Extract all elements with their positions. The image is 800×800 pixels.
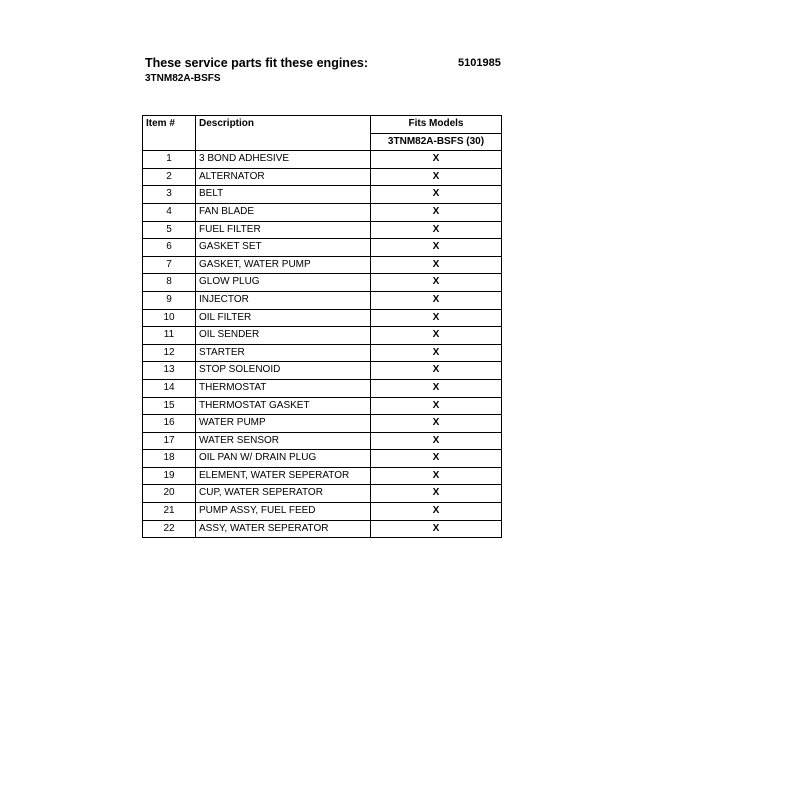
table-row	[143, 256, 502, 274]
table-row	[143, 362, 502, 380]
fits-model-mark: X	[371, 503, 502, 521]
page-title: These service parts fit these engines:	[145, 56, 369, 70]
document-number: 5101985	[458, 57, 501, 69]
part-description: OIL PAN W/ DRAIN PLUG	[196, 450, 371, 468]
fits-model-mark: X	[371, 362, 502, 380]
table-row	[143, 291, 502, 309]
table-row	[143, 485, 502, 503]
item-number: 12	[143, 344, 196, 362]
table-row	[143, 467, 502, 485]
item-number: 14	[143, 379, 196, 397]
table-row	[143, 221, 502, 239]
item-number: 21	[143, 503, 196, 521]
item-number: 17	[143, 432, 196, 450]
fits-model-mark: X	[371, 274, 502, 292]
item-number: 20	[143, 485, 196, 503]
fits-model-mark: X	[371, 203, 502, 221]
fits-model-mark: X	[371, 520, 502, 538]
part-description: ALTERNATOR	[196, 168, 371, 186]
table-row	[143, 344, 502, 362]
column-header-item: Item #	[143, 116, 196, 151]
fits-model-mark: X	[371, 309, 502, 327]
column-header-description: Description	[196, 116, 371, 151]
item-number: 13	[143, 362, 196, 380]
table-row	[143, 379, 502, 397]
parts-table-header	[143, 116, 502, 151]
item-number: 5	[143, 221, 196, 239]
part-description: STARTER	[196, 344, 371, 362]
fits-model-mark: X	[371, 151, 502, 169]
parts-table	[142, 115, 502, 538]
item-number: 1	[143, 151, 196, 169]
part-description: THERMOSTAT	[196, 379, 371, 397]
part-description: WATER SENSOR	[196, 432, 371, 450]
fits-model-mark: X	[371, 168, 502, 186]
table-row	[143, 239, 502, 257]
item-number: 15	[143, 397, 196, 415]
engine-model: 3TNM82A-BSFS	[145, 73, 221, 84]
item-number: 7	[143, 256, 196, 274]
table-row	[143, 151, 502, 169]
fits-model-mark: X	[371, 186, 502, 204]
part-description: STOP SOLENOID	[196, 362, 371, 380]
part-description: ASSY, WATER SEPERATOR	[196, 520, 371, 538]
fits-model-mark: X	[371, 485, 502, 503]
fits-model-mark: X	[371, 397, 502, 415]
item-number: 8	[143, 274, 196, 292]
column-header-model: 3TNM82A-BSFS (30)	[371, 133, 502, 151]
table-row	[143, 327, 502, 345]
fits-model-mark: X	[371, 291, 502, 309]
fits-model-mark: X	[371, 344, 502, 362]
item-number: 6	[143, 239, 196, 257]
item-number: 18	[143, 450, 196, 468]
part-description: FUEL FILTER	[196, 221, 371, 239]
part-description: FAN BLADE	[196, 203, 371, 221]
part-description: GASKET, WATER PUMP	[196, 256, 371, 274]
part-description: GLOW PLUG	[196, 274, 371, 292]
parts-table-body	[143, 151, 502, 538]
table-row	[143, 186, 502, 204]
column-header-fits-models: Fits Models	[371, 116, 502, 134]
fits-model-mark: X	[371, 221, 502, 239]
table-row	[143, 432, 502, 450]
part-description: GASKET SET	[196, 239, 371, 257]
table-row	[143, 309, 502, 327]
item-number: 3	[143, 186, 196, 204]
item-number: 16	[143, 415, 196, 433]
fits-model-mark: X	[371, 432, 502, 450]
item-number: 19	[143, 467, 196, 485]
part-description: CUP, WATER SEPERATOR	[196, 485, 371, 503]
part-description: OIL FILTER	[196, 309, 371, 327]
table-row	[143, 274, 502, 292]
part-description: 3 BOND ADHESIVE	[196, 151, 371, 169]
item-number: 10	[143, 309, 196, 327]
table-row	[143, 450, 502, 468]
item-number: 4	[143, 203, 196, 221]
table-row	[143, 503, 502, 521]
part-description: WATER PUMP	[196, 415, 371, 433]
item-number: 11	[143, 327, 196, 345]
part-description: BELT	[196, 186, 371, 204]
table-row	[143, 203, 502, 221]
part-description: PUMP ASSY, FUEL FEED	[196, 503, 371, 521]
part-description: THERMOSTAT GASKET	[196, 397, 371, 415]
part-description: INJECTOR	[196, 291, 371, 309]
table-row	[143, 397, 502, 415]
part-description: ELEMENT, WATER SEPERATOR	[196, 467, 371, 485]
fits-model-mark: X	[371, 327, 502, 345]
fits-model-mark: X	[371, 256, 502, 274]
item-number: 2	[143, 168, 196, 186]
fits-model-mark: X	[371, 379, 502, 397]
fits-model-mark: X	[371, 467, 502, 485]
fits-model-mark: X	[371, 239, 502, 257]
part-description: OIL SENDER	[196, 327, 371, 345]
item-number: 9	[143, 291, 196, 309]
fits-model-mark: X	[371, 450, 502, 468]
fits-model-mark: X	[371, 415, 502, 433]
item-number: 22	[143, 520, 196, 538]
table-row	[143, 415, 502, 433]
table-row	[143, 168, 502, 186]
table-row	[143, 520, 502, 538]
